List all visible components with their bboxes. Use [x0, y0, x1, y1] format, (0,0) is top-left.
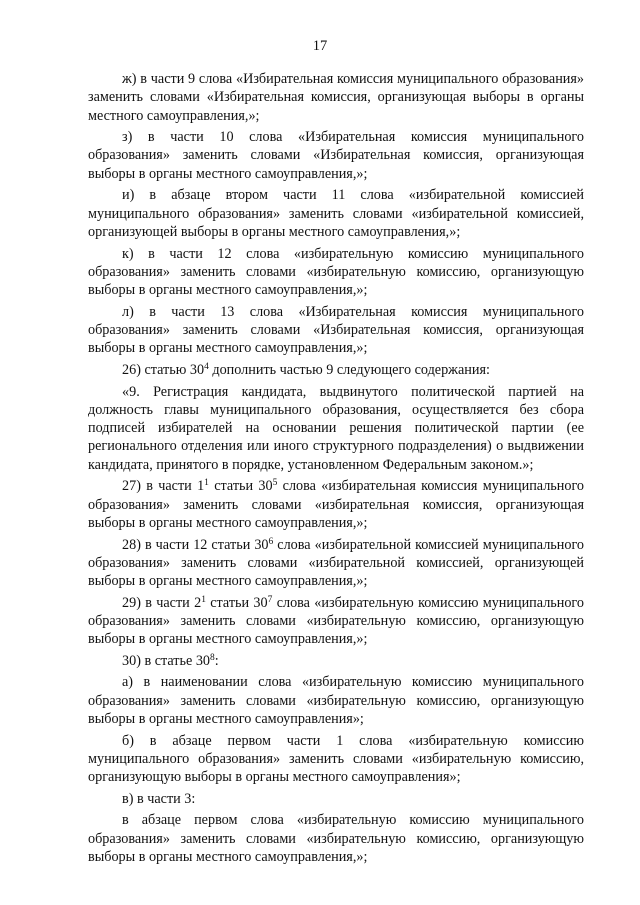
- text-run: ж) в части 9 слова «Избирательная комиссия муниципального образования» заменить словами «Избирательная комиссия, организующая выборы в органы местного самоуправления,»;: [88, 71, 584, 124]
- text-run: слова «избирательной комиссией муниципального образования» заменить словами «избирательной комиссией, организующей выборы в органы местного самоуправления,»;: [88, 536, 585, 590]
- paragraph: [88, 790, 584, 808]
- text-run: «9. Регистрация кандидата, выдвинутого политической партией на должность главы муниципального образования, осуществляется без сбора подписей избирателей на основании решения политической партии (ее регионального отделения или иного структурного подразделения) о выдвижении кандидата, принятого в порядке, установленном Федеральным законом.»;: [88, 383, 584, 473]
- paragraph: [88, 477, 584, 532]
- text-run: 28) в части 12 статьи 30: [122, 536, 269, 553]
- text-run: статьи 30: [208, 478, 273, 495]
- superscript: 1: [201, 594, 206, 605]
- text-run: дополнить частью 9 следующего содержания:: [208, 361, 490, 378]
- paragraph: [88, 536, 584, 591]
- paragraph: [88, 594, 584, 649]
- text-run: 27) в части 1: [122, 478, 205, 495]
- text-run: л) в части 13 слова «Избирательная комиссия муниципального образования» заменить словами «Избирательная комиссия, организующая выборы в органы местного самоуправления,»;: [88, 303, 584, 357]
- superscript: 1: [204, 478, 209, 489]
- paragraph: [88, 245, 584, 300]
- text-run: а) в наименовании слова «избирательную комиссию муниципального образования» заменить словами «избирательную комиссию, организующую выборы в органы местного самоуправления»;: [88, 674, 584, 728]
- paragraph: [88, 361, 584, 379]
- text-run: слова «избирательную комиссию муниципального образования» заменить словами «избирательную комиссию, организующую выборы в органы местного самоуправления,»;: [88, 594, 584, 648]
- text-run: :: [214, 652, 219, 669]
- paragraph: [88, 673, 584, 728]
- text-run: 30) в статье 30: [122, 652, 211, 669]
- page-number: 17: [312, 38, 328, 54]
- text-run: и) в абзаце втором части 11 слова «избирательной комиссией муниципального образования» заменить словами «избирательной комиссией, организующей выборы в органы местного самоуправления,»;: [88, 187, 584, 240]
- superscript: 8: [210, 652, 215, 663]
- superscript: 5: [272, 478, 278, 489]
- superscript: 7: [267, 594, 273, 605]
- document-body: [88, 70, 584, 866]
- paragraph: [88, 811, 584, 866]
- paragraph: [88, 186, 584, 241]
- text-run: слова «избирательная комиссия муниципального образования» заменить словами «избирательная комиссия, организующая выборы в органы местного самоуправления,»;: [88, 478, 584, 531]
- superscript: 4: [204, 361, 209, 372]
- text-run: в абзаце первом слова «избирательную комиссию муниципального образования» заменить словами «избирательную комиссию, организующую выборы в органы местного самоуправления,»;: [88, 812, 584, 866]
- paragraph: [88, 732, 584, 787]
- text-run: 26) статью 30: [122, 361, 205, 378]
- paragraph: [88, 652, 584, 670]
- text-run: к) в части 12 слова «избирательную комиссию муниципального образования» заменить словами «избирательную комиссию, организующую выборы в органы местного самоуправления,»;: [88, 245, 584, 299]
- paragraph: [88, 70, 584, 125]
- paragraph: [88, 383, 584, 474]
- text-run: в) в части 3:: [122, 790, 196, 807]
- text-run: б) в абзаце первом части 1 слова «избирательную комиссию муниципального образования» заменить словами «избирательную комиссию, организующую выборы в органы местного самоуправления»;: [88, 732, 584, 786]
- paragraph: [88, 303, 584, 358]
- text-run: 29) в части 2: [122, 594, 202, 611]
- superscript: 6: [268, 536, 274, 547]
- paragraph: [88, 128, 584, 183]
- text-run: статьи 30: [205, 594, 268, 611]
- text-run: з) в части 10 слова «Избирательная комиссия муниципального образования» заменить словами «Избирательная комиссия, организующая выборы в органы местного самоуправления,»;: [88, 129, 584, 182]
